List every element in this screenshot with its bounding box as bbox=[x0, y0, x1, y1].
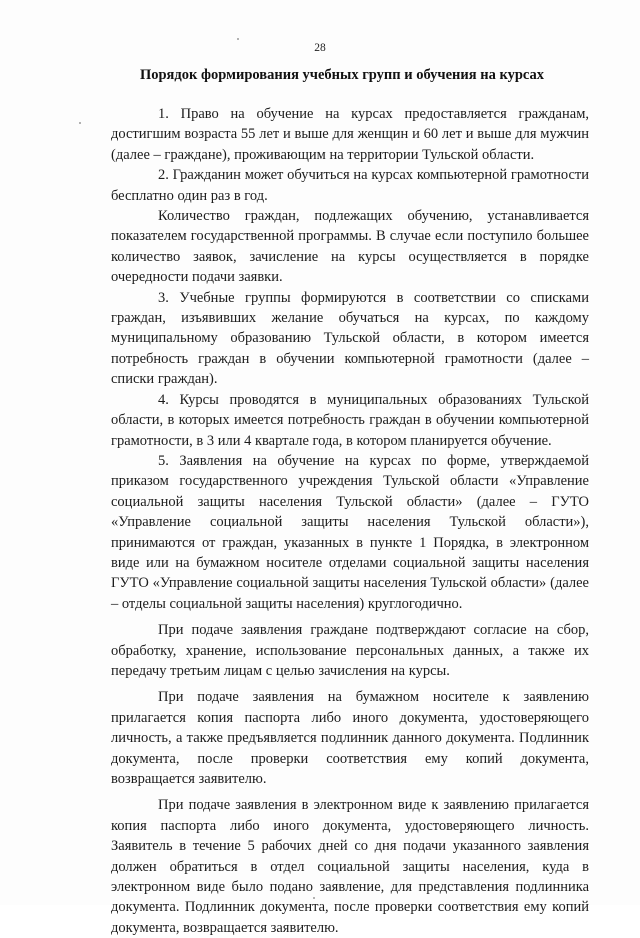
paragraph-6: 5. Заявления на обучение на курсах по форме, утверждаемой приказом государственного учреждения Тульской области «Управление социальной защиты населения Тульской области» (далее – ГУТО «Управление социальной защиты населения Тульской области»), принимаются от граждан, указанных в пункте 1 Порядка, в электронном виде или на бумажном носителе отделами социальной защиты населения ГУТО «Управление социальной защиты населения Тульской области» (далее – отделы социальной защиты населения) круглогодично. bbox=[111, 452, 589, 612]
paragraph-7: При подаче заявления граждане подтверждают согласие на сбор, обработку, хранение, использование персональных данных, а также их передачу третьим лицам с целью зачисления на курсы. bbox=[111, 622, 589, 679]
paragraph-9: При подаче заявления в электронном виде к заявлению прилагается копия паспорта либо иного документа, удостоверяющего личность. Заявитель в течение 5 рабочих дней со дня подачи указанного заявления должен обратиться в отдел социальной защиты населения, куда в электронном виде было подано заявление, для представления подлинника документа. Подлинник документа, после проверки соответствия ему копий документа, возвращается заявителю. bbox=[111, 797, 589, 936]
page-number: 28 bbox=[314, 42, 326, 54]
paragraph-2: 2. Гражданин может обучиться на курсах компьютерной грамотности бесплатно один раз в год. bbox=[111, 167, 589, 204]
scan-speck bbox=[313, 897, 315, 899]
document-title: Порядок формирования учебных групп и обучения на курсах bbox=[139, 67, 545, 83]
paragraph-1: 1. Право на обучение на курсах предоставляется гражданам, достигшим возраста 55 лет и выше для женщин и 60 лет и выше для мужчин (далее – граждане), проживающим на территории Тульской области. bbox=[111, 106, 589, 163]
paragraph-4: 3. Учебные группы формируются в соответствии со списками граждан, изъявивших желание обучаться на курсах, по каждому муниципальному образованию Тульской области, в котором имеется потребность граждан в обучении компьютерной грамотности (далее – списки граждан). bbox=[111, 289, 589, 388]
scan-speck bbox=[79, 122, 81, 124]
document-body bbox=[111, 104, 589, 938]
paragraph-5: 4. Курсы проводятся в муниципальных образованиях Тульской области, в которых имеется потребность граждан в обучении компьютерной грамотности, в 3 или 4 квартале года, в котором планируется обучение. bbox=[111, 391, 589, 449]
scan-speck bbox=[237, 38, 239, 40]
paragraph-8: При подаче заявления на бумажном носителе к заявлению прилагается копия паспорта либо иного документа, удостоверяющего личность, а также предъявляется подлинник данного документа. Подлинник документа, после проверки соответствия ему копий документа, возвращается заявителю. bbox=[111, 689, 589, 787]
paragraph-3: Количество граждан, подлежащих обучению, устанавливается показателем государственной программы. В случае если поступило большее количество заявок, зачисление на курсы осуществляется в порядке очередности подачи заявки. bbox=[111, 208, 589, 286]
